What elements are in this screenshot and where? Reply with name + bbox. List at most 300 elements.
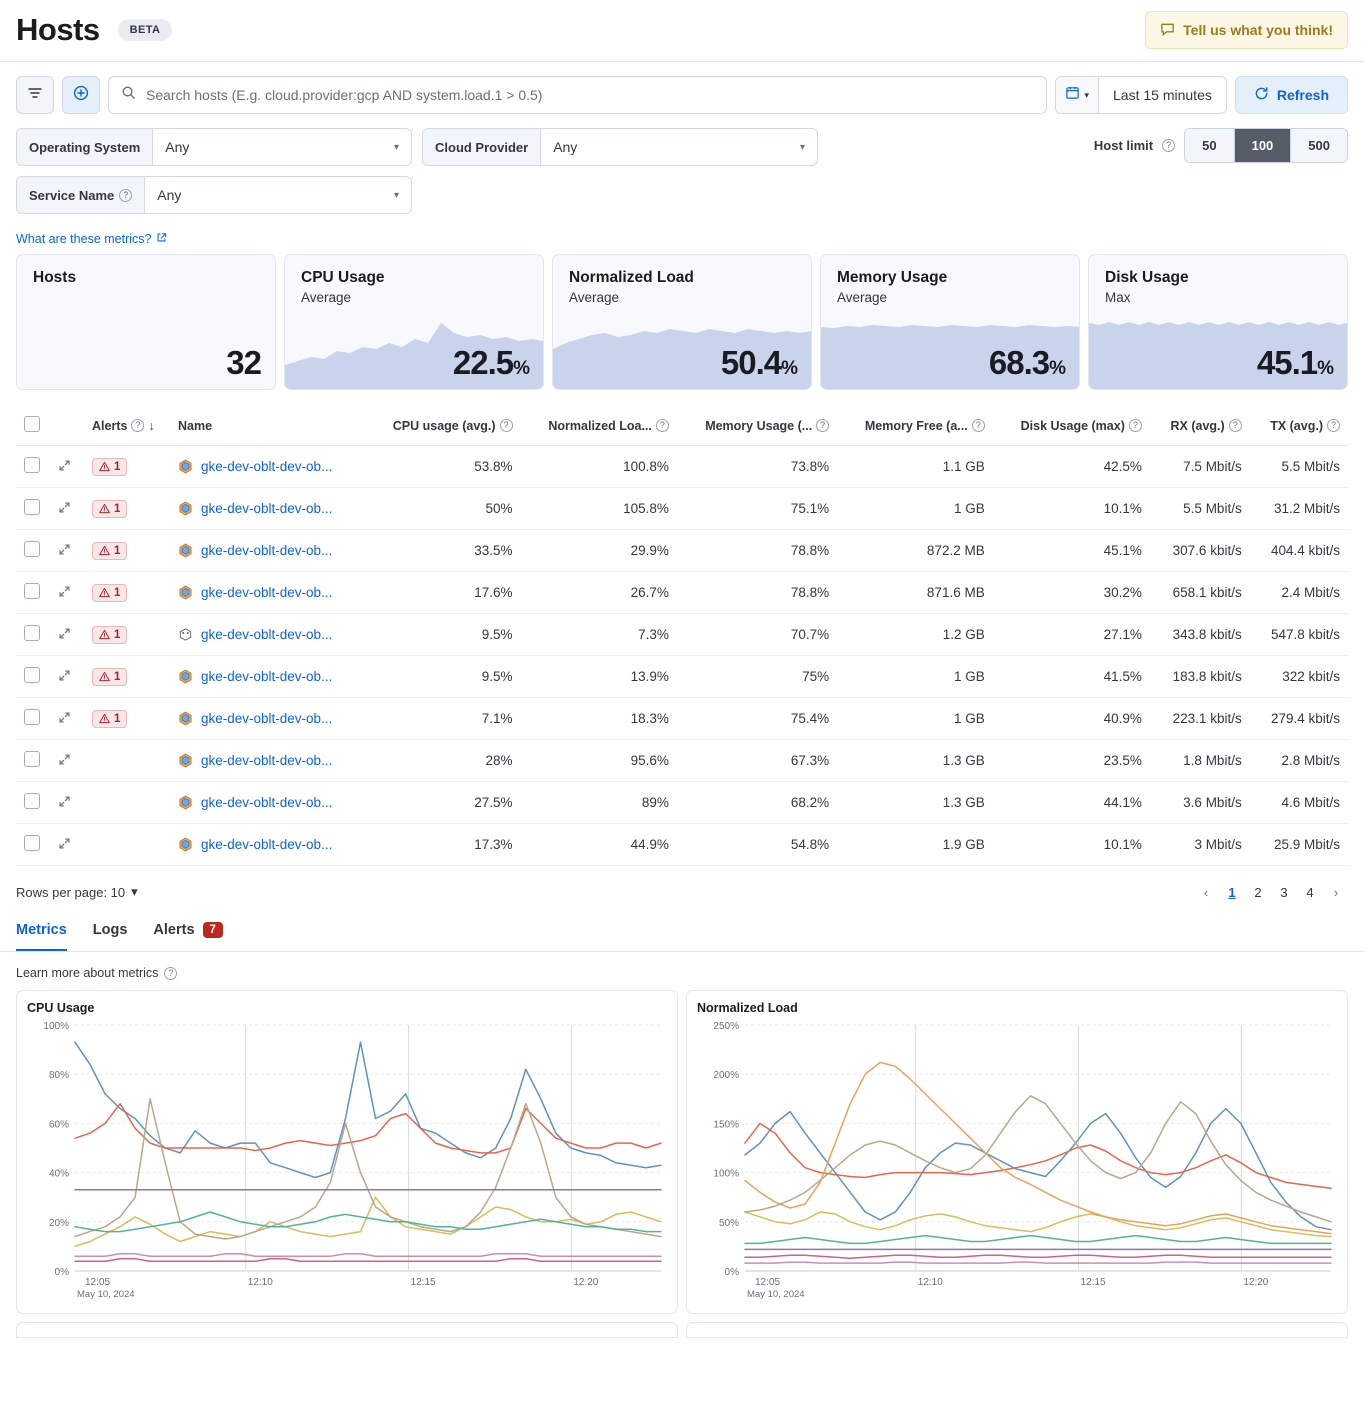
host-link[interactable]: gke-dev-oblt-dev-ob... xyxy=(201,627,333,642)
kpi-normalized-load xyxy=(552,254,812,390)
learn-more-label: Learn more about metrics xyxy=(16,966,159,980)
refresh-label: Refresh xyxy=(1276,87,1329,103)
pagination-row xyxy=(0,866,1364,914)
row-alerts-cell xyxy=(84,488,170,530)
select-all-header xyxy=(16,408,50,446)
alert-badge[interactable] xyxy=(92,626,127,644)
beta-badge: BETA xyxy=(118,19,173,41)
tab-alerts[interactable] xyxy=(153,914,223,951)
row-disk-usage: 10.1% xyxy=(993,824,1150,866)
row-memory-usage: 75.1% xyxy=(677,488,837,530)
expand-icon[interactable] xyxy=(58,459,71,475)
table-row[interactable] xyxy=(16,782,1348,824)
alert-count: 1 xyxy=(114,502,121,515)
row-cpu: 50% xyxy=(365,488,521,530)
tab-alerts-label: Alerts xyxy=(153,922,195,938)
row-memory-usage: 73.8% xyxy=(677,446,837,488)
row-checkbox[interactable] xyxy=(24,667,40,683)
help-icon[interactable]: ? xyxy=(119,189,132,202)
row-memory-free: 1.3 GB xyxy=(837,782,993,824)
table-row[interactable] xyxy=(16,656,1348,698)
expand-icon[interactable] xyxy=(58,837,71,853)
hosts-table xyxy=(16,408,1348,866)
table-row[interactable] xyxy=(16,698,1348,740)
row-rx: 343.8 kbit/s xyxy=(1150,614,1250,656)
chevron-down-icon: ▾ xyxy=(393,189,399,201)
kpi-value: 22.5 xyxy=(452,344,514,381)
row-cpu: 17.3% xyxy=(365,824,521,866)
filters-area xyxy=(0,114,1364,214)
row-memory-usage: 78.8% xyxy=(677,530,837,572)
row-cpu: 27.5% xyxy=(365,782,521,824)
row-alerts-cell xyxy=(84,572,170,614)
row-name-cell xyxy=(170,572,365,614)
host-limit-label: Host limit xyxy=(1093,138,1154,153)
row-load: 100.8% xyxy=(521,446,677,488)
row-disk-usage: 45.1% xyxy=(993,530,1150,572)
expand-icon[interactable] xyxy=(58,543,71,559)
expand-icon[interactable] xyxy=(58,711,71,727)
help-icon[interactable]: ? xyxy=(500,419,513,432)
alert-count: 1 xyxy=(114,460,121,473)
svg-text:12:20: 12:20 xyxy=(1243,1277,1269,1288)
filter-toggle-button[interactable] xyxy=(16,76,54,114)
column-tx[interactable] xyxy=(1250,408,1348,446)
kpi-value: 45.1 xyxy=(1256,344,1318,381)
row-load: 89% xyxy=(521,782,677,824)
row-memory-free: 1.1 GB xyxy=(837,446,993,488)
table-row[interactable] xyxy=(16,614,1348,656)
chart-cpu-canvas[interactable] xyxy=(27,1017,667,1307)
row-memory-usage: 70.7% xyxy=(677,614,837,656)
row-memory-free: 1 GB xyxy=(837,698,993,740)
row-rx: 183.8 kbit/s xyxy=(1150,656,1250,698)
page-header xyxy=(0,0,1364,62)
charts-row-next xyxy=(0,1314,1364,1338)
container-icon xyxy=(178,627,193,642)
expand-icon[interactable] xyxy=(58,501,71,517)
chevron-down-icon: ▾ xyxy=(393,141,399,153)
column-name[interactable] xyxy=(170,408,365,446)
warning-icon xyxy=(99,629,110,640)
row-select-cell xyxy=(16,698,50,740)
row-name-cell xyxy=(170,446,365,488)
query-bar xyxy=(0,62,1364,114)
date-picker[interactable] xyxy=(1055,76,1226,114)
kpi-title: Hosts xyxy=(33,269,77,286)
filter-os-label: Operating System xyxy=(17,129,153,165)
row-expand-cell xyxy=(50,656,84,698)
filter-cloud-value: Any xyxy=(553,139,578,155)
row-name-cell xyxy=(170,698,365,740)
row-tx: 279.4 kbit/s xyxy=(1250,698,1348,740)
row-memory-usage: 75.4% xyxy=(677,698,837,740)
expand-header xyxy=(50,408,84,446)
row-cpu: 7.1% xyxy=(365,698,521,740)
row-expand-cell xyxy=(50,698,84,740)
svg-text:12:15: 12:15 xyxy=(410,1277,436,1288)
warning-icon xyxy=(99,587,110,598)
column-cpu[interactable] xyxy=(365,408,521,446)
page-title: Hosts xyxy=(16,12,100,47)
row-load: 26.7% xyxy=(521,572,677,614)
row-memory-usage: 78.8% xyxy=(677,572,837,614)
row-checkbox[interactable] xyxy=(24,499,40,515)
column-memory-usage-label: Memory Usage (... xyxy=(705,418,813,433)
row-expand-cell xyxy=(50,572,84,614)
alert-count: 1 xyxy=(114,586,121,599)
tab-metrics[interactable] xyxy=(16,914,67,951)
alert-badge[interactable] xyxy=(92,458,127,476)
row-expand-cell xyxy=(50,446,84,488)
row-alerts-cell xyxy=(84,614,170,656)
row-select-cell xyxy=(16,824,50,866)
row-name-cell xyxy=(170,656,365,698)
row-expand-cell xyxy=(50,824,84,866)
table-row[interactable] xyxy=(16,572,1348,614)
alert-badge[interactable] xyxy=(92,668,127,686)
filter-cloud-select[interactable] xyxy=(541,139,817,155)
table-row[interactable] xyxy=(16,824,1348,866)
row-alerts-cell xyxy=(84,446,170,488)
svg-text:12:05: 12:05 xyxy=(85,1277,111,1288)
row-disk-usage: 44.1% xyxy=(993,782,1150,824)
column-load[interactable] xyxy=(521,408,677,446)
row-disk-usage: 42.5% xyxy=(993,446,1150,488)
svg-text:12:10: 12:10 xyxy=(247,1277,273,1288)
host-link[interactable]: gke-dev-oblt-dev-ob... xyxy=(201,669,333,684)
search-box[interactable] xyxy=(108,76,1047,114)
row-tx: 25.9 Mbit/s xyxy=(1250,824,1348,866)
row-checkbox[interactable] xyxy=(24,793,40,809)
alert-count: 1 xyxy=(114,670,121,683)
chart-normalized-load xyxy=(686,990,1348,1314)
chart-load-title: Normalized Load xyxy=(697,1001,798,1015)
row-name-cell xyxy=(170,614,365,656)
row-expand-cell xyxy=(50,530,84,572)
alert-badge[interactable] xyxy=(92,584,127,602)
alert-count: 1 xyxy=(114,712,121,725)
column-disk-usage[interactable] xyxy=(993,408,1150,446)
kpi-unit: % xyxy=(513,358,529,379)
learn-more-about-metrics[interactable] xyxy=(0,952,1364,980)
search-input[interactable] xyxy=(146,77,1046,113)
kubernetes-icon xyxy=(178,669,193,684)
row-cpu: 33.5% xyxy=(365,530,521,572)
host-link[interactable]: gke-dev-oblt-dev-ob... xyxy=(201,501,333,516)
add-filter-button[interactable] xyxy=(62,76,100,114)
filter-service-value: Any xyxy=(157,187,182,203)
row-checkbox[interactable] xyxy=(24,625,40,641)
filter-os-select[interactable] xyxy=(153,139,411,155)
chart-placeholder-right xyxy=(686,1322,1348,1338)
host-limit-control xyxy=(1094,128,1348,163)
row-load: 29.9% xyxy=(521,530,677,572)
filter-icon xyxy=(27,85,43,106)
chart-cpu-title: CPU Usage xyxy=(27,1001,95,1015)
table-row[interactable] xyxy=(16,530,1348,572)
row-memory-free: 1 GB xyxy=(837,488,993,530)
row-tx: 547.8 kbit/s xyxy=(1250,614,1348,656)
comment-icon xyxy=(1160,21,1175,39)
filter-service-label-text: Service Name xyxy=(29,187,115,203)
kpi-subtitle: Average xyxy=(301,290,352,305)
kpi-subtitle xyxy=(17,287,275,290)
host-link[interactable]: gke-dev-oblt-dev-ob... xyxy=(201,753,333,768)
row-tx: 2.8 Mbit/s xyxy=(1250,740,1348,782)
warning-icon xyxy=(99,713,110,724)
table-row[interactable] xyxy=(16,446,1348,488)
row-disk-usage: 10.1% xyxy=(993,488,1150,530)
row-load: 13.9% xyxy=(521,656,677,698)
expand-icon[interactable] xyxy=(58,585,71,601)
table-row[interactable] xyxy=(16,740,1348,782)
svg-text:May 10, 2024: May 10, 2024 xyxy=(77,1289,135,1300)
host-limit-500[interactable]: 500 xyxy=(1291,129,1347,162)
row-disk-usage: 40.9% xyxy=(993,698,1150,740)
help-icon[interactable]: ? xyxy=(656,419,669,432)
row-expand-cell xyxy=(50,488,84,530)
row-select-cell xyxy=(16,446,50,488)
row-cpu: 17.6% xyxy=(365,572,521,614)
help-icon[interactable]: ? xyxy=(164,967,177,980)
filter-service-select[interactable] xyxy=(145,187,411,203)
filter-operating-system[interactable] xyxy=(16,128,412,166)
row-rx: 658.1 kbit/s xyxy=(1150,572,1250,614)
svg-text:100%: 100% xyxy=(713,1168,739,1180)
alert-count: 1 xyxy=(114,628,121,641)
row-rx: 3.6 Mbit/s xyxy=(1150,782,1250,824)
refresh-button[interactable] xyxy=(1235,76,1348,114)
feedback-label: Tell us what you think! xyxy=(1183,21,1333,38)
filter-cloud-provider[interactable] xyxy=(422,128,818,166)
row-load: 7.3% xyxy=(521,614,677,656)
kpi-subtitle: Average xyxy=(569,290,620,305)
row-checkbox[interactable] xyxy=(24,835,40,851)
kpi-unit: % xyxy=(781,358,797,379)
rows-per-page-label: Rows per page: 10 xyxy=(16,884,126,900)
host-link[interactable]: gke-dev-oblt-dev-ob... xyxy=(201,459,333,474)
kpi-disk-usage xyxy=(1088,254,1348,390)
row-checkbox[interactable] xyxy=(24,583,40,599)
kubernetes-icon xyxy=(178,585,193,600)
charts-row xyxy=(0,980,1364,1314)
prev-page-button[interactable]: ‹ xyxy=(1203,884,1209,900)
expand-icon[interactable] xyxy=(58,795,71,811)
svg-text:250%: 250% xyxy=(713,1021,739,1032)
chevron-down-icon: ▾ xyxy=(799,141,805,153)
feedback-button[interactable] xyxy=(1145,11,1348,49)
row-checkbox[interactable] xyxy=(24,457,40,473)
kpi-title: Disk Usage xyxy=(1105,269,1189,286)
alert-badge[interactable] xyxy=(92,710,127,728)
host-link[interactable]: gke-dev-oblt-dev-ob... xyxy=(201,795,333,810)
column-rx-label: RX (avg.) xyxy=(1170,418,1225,433)
search-icon xyxy=(109,85,146,105)
host-link[interactable]: gke-dev-oblt-dev-ob... xyxy=(201,543,333,558)
kpi-title: Normalized Load xyxy=(569,269,694,286)
row-checkbox[interactable] xyxy=(24,751,40,767)
row-cpu: 28% xyxy=(365,740,521,782)
rows-per-page-select[interactable] xyxy=(16,884,138,900)
column-alerts[interactable] xyxy=(84,408,170,446)
host-link[interactable]: gke-dev-oblt-dev-ob... xyxy=(201,711,333,726)
svg-text:100%: 100% xyxy=(43,1021,69,1032)
row-rx: 7.5 Mbit/s xyxy=(1150,446,1250,488)
svg-text:40%: 40% xyxy=(48,1168,69,1180)
metrics-link-label: What are these metrics? xyxy=(16,232,152,246)
row-select-cell xyxy=(16,782,50,824)
help-icon[interactable]: ? xyxy=(131,419,144,432)
row-select-cell xyxy=(16,572,50,614)
filter-os-value: Any xyxy=(165,139,190,155)
row-tx: 5.5 Mbit/s xyxy=(1250,446,1348,488)
row-load: 44.9% xyxy=(521,824,677,866)
row-checkbox[interactable] xyxy=(24,541,40,557)
row-disk-usage: 27.1% xyxy=(993,614,1150,656)
kpi-subtitle: Average xyxy=(837,290,888,305)
svg-text:200%: 200% xyxy=(713,1070,739,1082)
column-cpu-label: CPU usage (avg.) xyxy=(392,418,496,433)
help-icon[interactable]: ? xyxy=(1327,419,1340,432)
row-disk-usage: 30.2% xyxy=(993,572,1150,614)
row-memory-free: 1.9 GB xyxy=(837,824,993,866)
date-picker-quick-menu[interactable] xyxy=(1056,77,1099,113)
row-expand-cell xyxy=(50,614,84,656)
row-select-cell xyxy=(16,488,50,530)
row-cpu: 53.8% xyxy=(365,446,521,488)
column-disk-usage-label: Disk Usage (max) xyxy=(1020,418,1125,433)
alert-count: 1 xyxy=(114,544,121,557)
kpi-memory-usage xyxy=(820,254,1080,390)
tab-alerts-count: 7 xyxy=(203,922,223,938)
kpi-subtitle: Max xyxy=(1105,290,1131,305)
page-3-button[interactable]: 3 xyxy=(1280,884,1288,900)
kpi-unit: % xyxy=(1317,358,1333,379)
row-name-cell xyxy=(170,740,365,782)
column-rx[interactable] xyxy=(1150,408,1250,446)
table-row[interactable] xyxy=(16,488,1348,530)
row-name-cell xyxy=(170,782,365,824)
row-memory-usage: 75% xyxy=(677,656,837,698)
tab-logs[interactable] xyxy=(93,914,128,951)
select-all-checkbox[interactable] xyxy=(24,416,40,432)
refresh-icon xyxy=(1254,86,1269,104)
column-alerts-label: Alerts xyxy=(92,418,128,433)
row-memory-free: 871.6 MB xyxy=(837,572,993,614)
help-icon[interactable]: ? xyxy=(816,419,829,432)
date-range-label[interactable]: Last 15 minutes xyxy=(1113,87,1212,103)
svg-text:12:05: 12:05 xyxy=(755,1277,781,1288)
kpi-value: 68.3 xyxy=(988,344,1050,381)
alert-badge[interactable] xyxy=(92,500,127,518)
row-select-cell xyxy=(16,740,50,782)
page-2-button[interactable]: 2 xyxy=(1254,884,1262,900)
kubernetes-icon xyxy=(178,795,193,810)
row-tx: 2.4 Mbit/s xyxy=(1250,572,1348,614)
chart-cpu-usage xyxy=(16,990,678,1314)
filter-cloud-label: Cloud Provider xyxy=(423,129,541,165)
row-rx: 1.8 Mbit/s xyxy=(1150,740,1250,782)
help-icon[interactable]: ? xyxy=(972,419,985,432)
row-memory-free: 1.2 GB xyxy=(837,614,993,656)
svg-text:60%: 60% xyxy=(48,1119,69,1131)
alert-badge[interactable] xyxy=(92,542,127,560)
filter-service-name[interactable] xyxy=(16,176,412,214)
row-load: 18.3% xyxy=(521,698,677,740)
row-expand-cell xyxy=(50,782,84,824)
row-select-cell xyxy=(16,656,50,698)
row-memory-free: 1 GB xyxy=(837,656,993,698)
row-tx: 404.4 kbit/s xyxy=(1250,530,1348,572)
kpi-hosts xyxy=(16,254,276,390)
warning-icon xyxy=(99,545,110,556)
what-are-these-metrics-link[interactable] xyxy=(0,224,1364,246)
row-name-cell xyxy=(170,488,365,530)
host-link[interactable]: gke-dev-oblt-dev-ob... xyxy=(201,585,333,600)
row-alerts-cell xyxy=(84,656,170,698)
expand-icon[interactable] xyxy=(58,753,71,769)
pager xyxy=(1194,880,1348,904)
tab-metrics-label: Metrics xyxy=(16,922,67,938)
host-limit-options xyxy=(1184,128,1348,163)
kpi-row xyxy=(0,246,1364,390)
warning-icon xyxy=(99,671,110,682)
svg-text:May 10, 2024: May 10, 2024 xyxy=(747,1289,805,1300)
page-1-button[interactable]: 1 xyxy=(1228,884,1236,900)
help-icon[interactable]: ? xyxy=(1162,139,1175,152)
column-memory-free-label: Memory Free (a... xyxy=(864,418,968,433)
row-tx: 322 kbit/s xyxy=(1250,656,1348,698)
warning-icon xyxy=(99,461,110,472)
help-icon[interactable]: ? xyxy=(1129,419,1142,432)
chart-load-canvas[interactable] xyxy=(697,1017,1337,1307)
tab-logs-label: Logs xyxy=(92,922,128,938)
sort-desc-icon: ↓ xyxy=(148,418,155,433)
help-icon[interactable]: ? xyxy=(1229,419,1242,432)
row-name-cell xyxy=(170,824,365,866)
column-memory-free[interactable] xyxy=(837,408,993,446)
row-memory-usage: 54.8% xyxy=(677,824,837,866)
row-alerts-cell xyxy=(84,698,170,740)
svg-text:12:15: 12:15 xyxy=(1080,1277,1106,1288)
warning-icon xyxy=(99,503,110,514)
host-limit-50[interactable]: 50 xyxy=(1185,129,1234,162)
svg-text:80%: 80% xyxy=(48,1070,69,1082)
host-limit-100[interactable]: 100 xyxy=(1235,129,1292,162)
expand-icon[interactable] xyxy=(58,627,71,643)
plus-circle-icon xyxy=(73,85,89,106)
kpi-title: CPU Usage xyxy=(301,269,385,286)
row-alerts-cell xyxy=(84,530,170,572)
column-memory-usage[interactable] xyxy=(677,408,837,446)
row-rx: 223.1 kbit/s xyxy=(1150,698,1250,740)
svg-text:0%: 0% xyxy=(724,1267,739,1278)
page-4-button[interactable]: 4 xyxy=(1306,884,1314,900)
next-page-button[interactable]: › xyxy=(1333,884,1339,900)
kpi-value: 50.4 xyxy=(720,344,782,381)
row-cpu: 9.5% xyxy=(365,614,521,656)
row-disk-usage: 41.5% xyxy=(993,656,1150,698)
row-memory-free: 872.2 MB xyxy=(837,530,993,572)
row-alerts-cell xyxy=(84,824,170,866)
host-link[interactable]: gke-dev-oblt-dev-ob... xyxy=(201,837,333,852)
row-checkbox[interactable] xyxy=(24,709,40,725)
expand-icon[interactable] xyxy=(58,669,71,685)
kubernetes-icon xyxy=(178,753,193,768)
kpi-unit: % xyxy=(1049,358,1065,379)
kubernetes-icon xyxy=(178,837,193,852)
